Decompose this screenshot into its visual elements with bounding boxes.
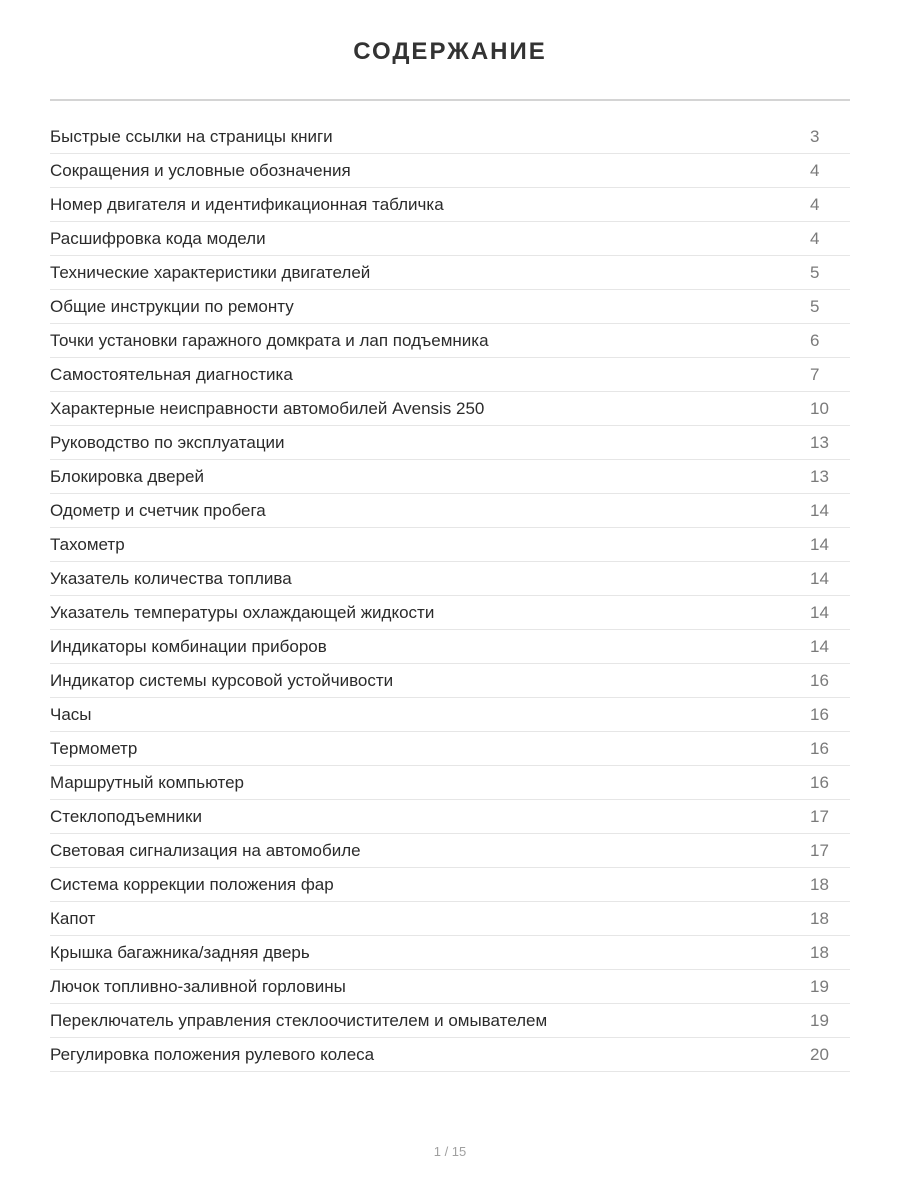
toc-entry[interactable] bbox=[50, 358, 850, 392]
toc-entry-title[interactable]: Индикаторы комбинации приборов bbox=[50, 637, 327, 656]
toc-entry[interactable] bbox=[50, 324, 850, 358]
toc-entry-page-number: 4 bbox=[810, 195, 820, 214]
toc-entry[interactable] bbox=[50, 800, 850, 834]
toc-entry-page-number: 19 bbox=[810, 1011, 829, 1030]
toc-entry-page-number: 16 bbox=[810, 705, 829, 724]
toc-entry-title[interactable]: Точки установки гаражного домкрата и лап подъемника bbox=[50, 331, 489, 350]
toc-entry[interactable] bbox=[50, 154, 850, 188]
toc-entry-title[interactable]: Система коррекции положения фар bbox=[50, 875, 334, 894]
toc-entry-page-number: 13 bbox=[810, 433, 829, 452]
toc-entry-title[interactable]: Указатель количества топлива bbox=[50, 569, 292, 588]
toc-entry-title[interactable]: Расшифровка кода модели bbox=[50, 229, 266, 248]
toc-entry-title[interactable]: Характерные неисправности автомобилей Avensis 250 bbox=[50, 399, 485, 418]
toc-entry-page-number: 14 bbox=[810, 501, 829, 520]
toc-entry[interactable] bbox=[50, 868, 850, 902]
toc-entry[interactable] bbox=[50, 732, 850, 766]
toc-entry[interactable] bbox=[50, 392, 850, 426]
toc-entry-page-number: 19 bbox=[810, 977, 829, 996]
toc-entry[interactable] bbox=[50, 1038, 850, 1072]
toc-entry-page-number: 10 bbox=[810, 399, 829, 418]
toc-entry-page-number: 17 bbox=[810, 807, 829, 826]
toc-entry-page-number: 16 bbox=[810, 671, 829, 690]
toc-entry-title[interactable]: Капот bbox=[50, 909, 96, 928]
toc-entry-page-number: 14 bbox=[810, 569, 829, 588]
toc-entry[interactable] bbox=[50, 664, 850, 698]
toc-entry[interactable] bbox=[50, 970, 850, 1004]
title-divider bbox=[50, 99, 850, 101]
toc-entry-title[interactable]: Маршрутный компьютер bbox=[50, 773, 244, 792]
toc-entry[interactable] bbox=[50, 902, 850, 936]
toc-entry-title[interactable]: Индикатор системы курсовой устойчивости bbox=[50, 671, 394, 690]
toc-entry-title[interactable]: Лючок топливно-заливной горловины bbox=[50, 977, 346, 996]
toc-entry[interactable] bbox=[50, 596, 850, 630]
toc-entry-page-number: 14 bbox=[810, 637, 829, 656]
toc-entry-page-number: 18 bbox=[810, 943, 829, 962]
toc-entry-title[interactable]: Одометр и счетчик пробега bbox=[50, 501, 266, 520]
toc-entry-title[interactable]: Блокировка дверей bbox=[50, 467, 205, 486]
page-indicator: 1 / 15 bbox=[433, 1144, 467, 1159]
toc-entry-page-number: 18 bbox=[810, 875, 829, 894]
toc-entry-page-number: 6 bbox=[810, 331, 820, 350]
toc-entry-title[interactable]: Руководство по эксплуатации bbox=[50, 433, 285, 452]
toc-entry[interactable] bbox=[50, 630, 850, 664]
toc-entry[interactable] bbox=[50, 426, 850, 460]
toc-entry[interactable] bbox=[50, 494, 850, 528]
toc-entry-title[interactable]: Быстрые ссылки на страницы книги bbox=[50, 127, 333, 146]
toc-entry-title[interactable]: Указатель температуры охлаждающей жидкости bbox=[50, 603, 435, 622]
toc-entry-title[interactable]: Регулировка положения рулевого колеса bbox=[50, 1045, 375, 1064]
toc-entry-title[interactable]: Стеклоподъемники bbox=[50, 807, 202, 826]
toc-entry-page-number: 13 bbox=[810, 467, 829, 486]
toc-entry[interactable] bbox=[50, 936, 850, 970]
toc-entry-title[interactable]: Номер двигателя и идентификационная табличка bbox=[50, 195, 444, 214]
toc-entry-title[interactable]: Переключатель управления стеклоочистителем и омывателем bbox=[50, 1011, 548, 1030]
toc-entry[interactable] bbox=[50, 256, 850, 290]
toc-entry[interactable] bbox=[50, 188, 850, 222]
toc-entry[interactable] bbox=[50, 290, 850, 324]
toc-entry[interactable] bbox=[50, 834, 850, 868]
toc-entry[interactable] bbox=[50, 1004, 850, 1038]
toc-entry-page-number: 7 bbox=[810, 365, 820, 384]
toc-entry-title[interactable]: Технические характеристики двигателей bbox=[50, 263, 371, 282]
toc-entry-title[interactable]: Крышка багажника/задняя дверь bbox=[50, 943, 310, 962]
toc-entry-page-number: 16 bbox=[810, 739, 829, 758]
toc-entry-page-number: 17 bbox=[810, 841, 829, 860]
toc-entry-title[interactable]: Тахометр bbox=[50, 535, 125, 554]
toc-entry-page-number: 4 bbox=[810, 229, 820, 248]
toc-entry[interactable] bbox=[50, 562, 850, 596]
toc-entry-page-number: 3 bbox=[810, 127, 820, 146]
toc-entry-title[interactable]: Световая сигнализация на автомобиле bbox=[50, 841, 361, 860]
toc-entry-page-number: 14 bbox=[810, 603, 829, 622]
toc-entry-page-number: 18 bbox=[810, 909, 829, 928]
toc-entry-title[interactable]: Общие инструкции по ремонту bbox=[50, 297, 294, 316]
table-of-contents bbox=[50, 120, 850, 1072]
toc-entry[interactable] bbox=[50, 766, 850, 800]
toc-entry-page-number: 16 bbox=[810, 773, 829, 792]
toc-entry-page-number: 5 bbox=[810, 297, 820, 316]
toc-entry-page-number: 5 bbox=[810, 263, 820, 282]
toc-entry[interactable] bbox=[50, 120, 850, 154]
toc-entry-title[interactable]: Самостоятельная диагностика bbox=[50, 365, 293, 384]
toc-entry-page-number: 20 bbox=[810, 1045, 829, 1064]
toc-entry-title[interactable]: Часы bbox=[50, 705, 92, 724]
toc-entry[interactable] bbox=[50, 460, 850, 494]
toc-entry-title[interactable]: Сокращения и условные обозначения bbox=[50, 161, 351, 180]
toc-entry-page-number: 14 bbox=[810, 535, 829, 554]
toc-entry[interactable] bbox=[50, 222, 850, 256]
toc-entry[interactable] bbox=[50, 698, 850, 732]
toc-entry-page-number: 4 bbox=[810, 161, 820, 180]
toc-entry-title[interactable]: Термометр bbox=[50, 739, 138, 758]
toc-entry[interactable] bbox=[50, 528, 850, 562]
page-title: СОДЕРЖАНИЕ bbox=[353, 38, 547, 65]
